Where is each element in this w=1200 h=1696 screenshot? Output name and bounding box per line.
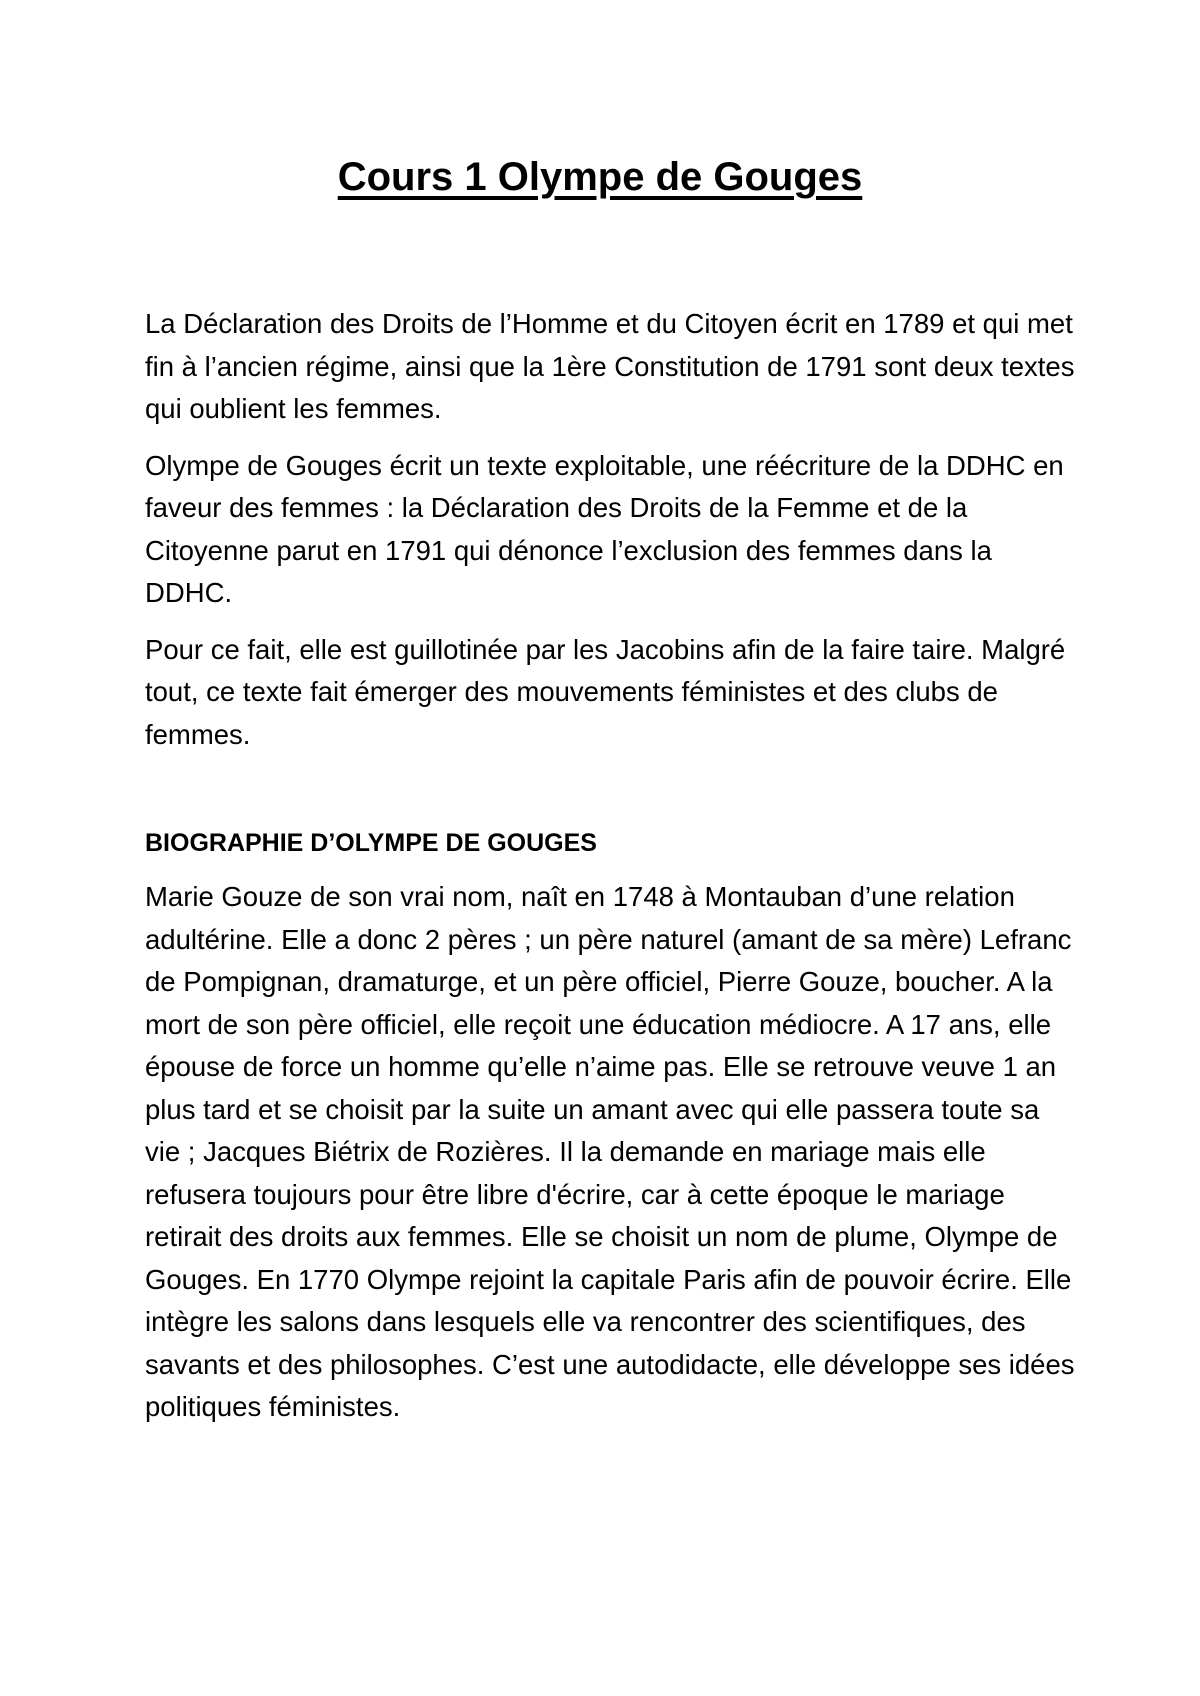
document-body bbox=[145, 303, 1080, 1443]
intro-paragraph-1: La Déclaration des Droits de l’Homme et du Citoyen écrit en 1789 et qui met fin à l’ancien régime, ainsi que la 1ère Constitution de 1791 sont deux textes qui oublient les femmes. bbox=[145, 308, 1075, 424]
intro-paragraph-2: Olympe de Gouges écrit un texte exploitable, une réécriture de la DDHC en faveur des femmes : la Déclaration des Droits de la Femme et de la Citoyenne parut en 1791 qui dénonce l’exclusion des femmes dans la DDHC. bbox=[145, 449, 1064, 608]
section-spacer bbox=[145, 770, 1080, 822]
intro-paragraph-3: Pour ce fait, elle est guillotinée par les Jacobins afin de la faire taire. Malgré tout, ce texte fait émerger des mouvements féministes et des clubs de femmes. bbox=[145, 633, 1066, 750]
biography-paragraph: Marie Gouze de son vrai nom, naît en 1748 à Montauban d’une relation adultérine. Elle a donc 2 pères ; un père naturel (amant de sa mère) Lefranc de Pompignan, dramaturge, et un père officiel, Pierre Gouze, boucher. A la mort de son père officiel, elle reçoit une éducation médiocre. A 17 ans, elle épouse de force un homme qu’elle n’aime pas. Elle se retrouve veuve 1 an plus tard et se choisit par la suite un amant avec qui elle passera toute sa vie ; Jacques Biétrix de Rozières. Il la demande en mariage mais elle refusera toujours pour être libre d'écrire, car à cette époque le mariage retirait des droits aux femmes. Elle se choisit un nom de plume, Olympe de Gouges. En 1770 Olympe rejoint la capitale Paris afin de pouvoir écrire. Elle intègre les salons dans lesquels elle va rencontrer des scientifiques, des savants et des philosophes. C’est une autodidacte, elle développe ses idées politiques féministes. bbox=[145, 881, 1075, 1422]
biography-heading: BIOGRAPHIE D’OLYMPE DE GOUGES bbox=[145, 829, 597, 857]
page-title: Cours 1 Olympe de Gouges bbox=[337, 155, 863, 199]
